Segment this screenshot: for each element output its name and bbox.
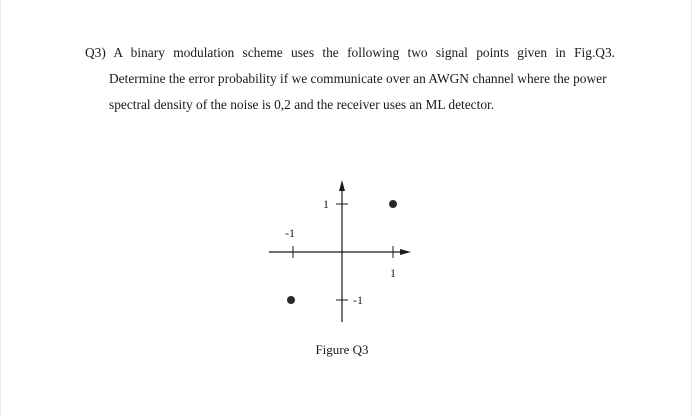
x-tick-label-neg: -1 <box>285 226 295 240</box>
signal-point-1 <box>389 200 397 208</box>
y-tick-label-pos: 1 <box>323 197 329 211</box>
question-label: Q3) <box>85 45 106 60</box>
signal-point-2 <box>287 296 295 304</box>
question-text-1: A binary modulation scheme uses the following two signal points given in Fig.Q3. <box>113 45 615 60</box>
y-tick-label-neg: -1 <box>353 293 363 307</box>
figure-caption: Figure Q3 <box>315 342 369 357</box>
y-axis-arrowhead <box>339 180 345 191</box>
x-axis-arrowhead <box>400 249 411 255</box>
question-line-3: spectral density of the noise is 0,2 and the receiver uses an ML detector. <box>109 97 495 112</box>
question-line-2: Determine the error probability if we communicate over an AWGN channel where the power <box>109 71 607 86</box>
x-tick-label-pos: 1 <box>390 266 396 280</box>
signal-constellation-figure <box>1 0 692 416</box>
